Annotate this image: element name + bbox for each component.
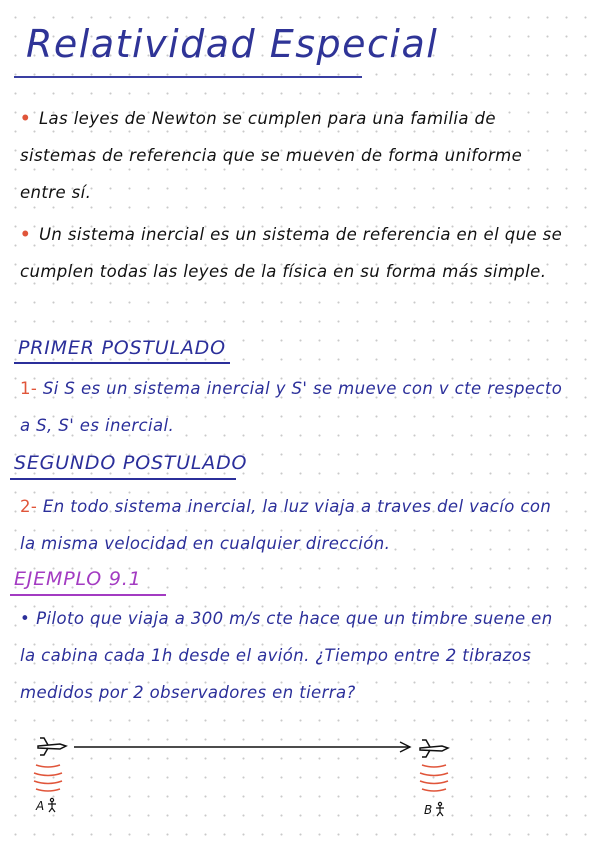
observer-a-label: A: [36, 799, 45, 813]
airplane-figure: [0, 720, 600, 848]
observer-icon: [436, 802, 444, 816]
postulado2-text: 2- En todo sistema inercial, la luz viaja a traves del vacío con la misma velocidad en cualquier dirección.: [20, 497, 552, 553]
bullet-dot-icon: •: [20, 109, 31, 128]
motion-arrow-icon: [74, 742, 410, 752]
page-title: Relatividad Especial: [26, 22, 439, 66]
title-underline: [14, 76, 362, 78]
intro-bullet-2: • Un sistema inercial es un sistema de referencia en el que se cumplen todas las leyes de la física en su forma más simple.: [20, 225, 563, 281]
ejemplo-text: • Piloto que viaja a 300 m/s cte hace que un timbre suene en la cabina cada 1h desde el avión. ¿Tiempo entre 2 tibrazos medidos por 2 observadores en tierra?: [20, 609, 553, 702]
airplane-icon: [38, 738, 66, 755]
postulado-number: 1-: [20, 379, 38, 398]
observer-icon: [48, 798, 56, 812]
sound-waves-icon: [420, 765, 448, 791]
intro-bullet-1: • Las leyes de Newton se cumplen para una familia de sistemas de referencia que se mueven de forma uniforme entre sí.: [20, 109, 523, 202]
heading-segundo-postulado: SEGUNDO POSTULADO: [14, 452, 248, 474]
heading-underline: [10, 594, 166, 596]
airplane-icon: [420, 740, 448, 757]
heading-primer-postulado: PRIMER POSTULADO: [18, 337, 226, 359]
observer-b-label: B: [424, 803, 433, 817]
postulado1-text: 1- Si S es un sistema inercial y S' se mueve con v cte respecto a S, S' es inercial.: [20, 379, 563, 435]
postulado-number: 2-: [20, 497, 38, 516]
sound-waves-icon: [34, 765, 62, 791]
heading-underline: [10, 478, 236, 480]
heading-ejemplo: EJEMPLO 9.1: [14, 568, 142, 590]
heading-underline: [14, 362, 230, 364]
bullet-dot-icon: •: [20, 225, 31, 244]
bullet-dot-icon: •: [20, 609, 31, 628]
